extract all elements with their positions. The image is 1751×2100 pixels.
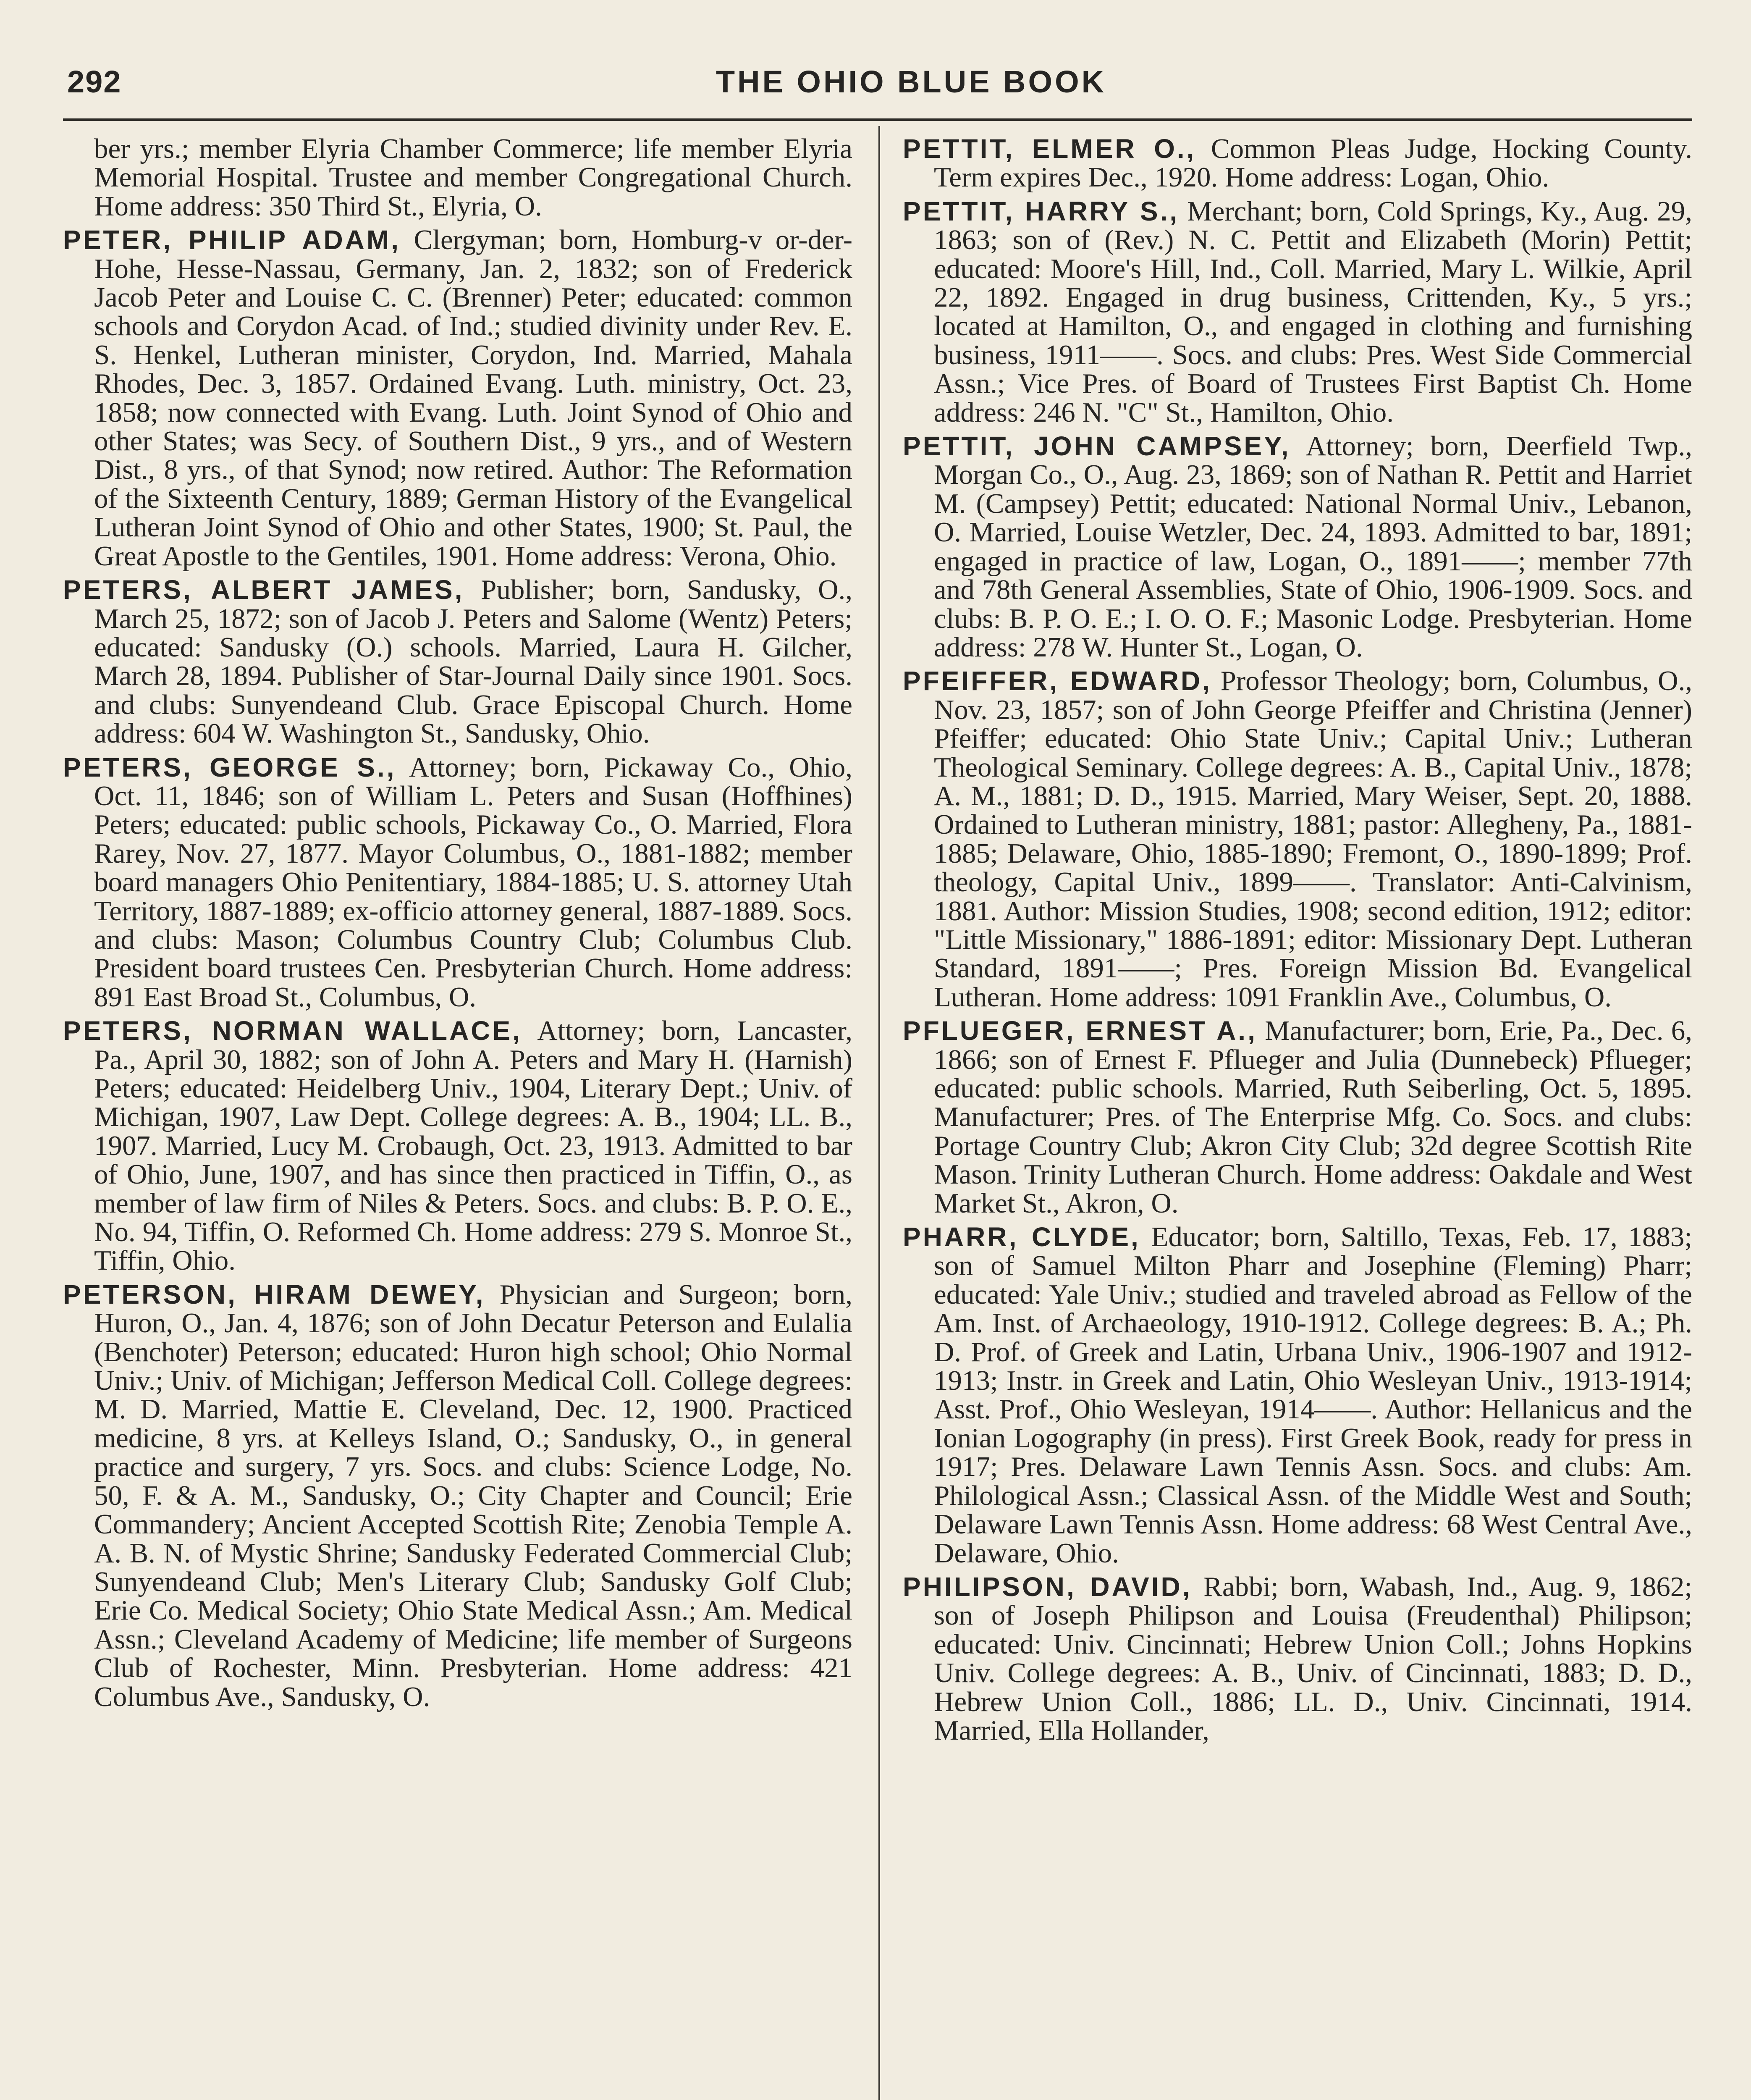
entry-text: Attorney; born, Deerfield Twp., Morgan Co., O., Aug. 23, 1869; son of Nathan R. Pettit and Harriet M. (Campsey) Pettit; educated: National Normal Univ., Lebanon, O. Married, Louise Wetzler, Dec. 24, 1893. Admitted to bar, 1891; engaged in practice of law, Logan, O., 1891——; member 77th and 78th General Assemblies, State of Ohio, 1906-1909. Socs. and clubs: B. P. O. E.; I. O. O. F.; Masonic Lodge. Presbyterian. Home address: 278 W. Hunter St., Logan, O.: [934, 430, 1692, 663]
entry-name: PETER, PHILIP ADAM,: [63, 225, 401, 255]
entry-name: PETERS, NORMAN WALLACE,: [63, 1016, 522, 1046]
entry-text: Common Pleas Judge, Hocking County. Term expires Dec., 1920. Home address: Logan, Ohio.: [934, 134, 1692, 193]
biography-entry: [903, 667, 1692, 1011]
biography-entry: [63, 134, 852, 220]
entry-name: PHARR, CLYDE,: [903, 1222, 1140, 1252]
biography-entry: [63, 753, 852, 1012]
column-divider: [878, 126, 880, 2100]
entry-text: Attorney; born, Lancaster, Pa., April 30, 1882; son of John A. Peters and Mary H. (Harnish) Peters; educated: Heidelberg Univ., 1904, Literary Dept.; Univ. of Michigan, 1907, Law Dept. College degrees: A. B., 1904; LL. B., 1907. Married, Lucy M. Crobaugh, Oct. 23, 1913. Admitted to bar of Ohio, June, 1907, and has since then practiced in Tiffin, O., as member of law firm of Niles & Peters. Socs. and clubs: B. P. O. E., No. 94, Tiffin, O. Reformed Ch. Home address: 279 S. Monroe St., Tiffin, Ohio.: [94, 1015, 852, 1276]
entry-text: Professor Theology; born, Columbus, O., Nov. 23, 1857; son of John George Pfeiffer and Christina (Jenner) Pfeiffer; educated: Ohio State Univ.; Capital Univ.; Lutheran Theological Seminary. College degrees: A. B., Capital Univ., 1878; A. M., 1881; D. D., 1915. Married, Mary Weiser, Sept. 20, 1888. Ordained to Lutheran ministry, 1881; pastor: Allegheny, Pa., 1881-1885; Delaware, Ohio, 1885-1890; Fremont, O., 1890-1899; Prof. theology, Capital Univ., 1899——. Translator: Anti-Calvinism, 1881. Author: Mission Studies, 1908; second edition, 1912; editor: "Little Missionary," 1886-1891; editor: Missionary Dept. Lutheran Standard, 1891——; Pres. Foreign Mission Bd. Evangelical Lutheran. Home address: 1091 Franklin Ave., Columbus, O.: [934, 665, 1692, 1013]
page-number: 292: [67, 64, 122, 99]
entry-name: PETERS, GEORGE S.,: [63, 752, 396, 782]
biography-entry: [903, 197, 1692, 427]
entry-text: ber yrs.; member Elyria Chamber Commerce; life member Elyria Memorial Hospital. Trustee and member Congregational Church. Home address: 350 Third St., Elyria, O.: [94, 134, 852, 222]
page-header: [63, 59, 1696, 113]
biography-entry: [63, 226, 852, 570]
entry-text: Attorney; born, Pickaway Co., Ohio, Oct. 11, 1846; son of William L. Peters and Susan (Hoffhines) Peters; educated: public schools, Pickaway Co., O. Married, Flora Rarey, Nov. 27, 1877. Mayor Columbus, O., 1881-1882; member board managers Ohio Penitentiary, 1884-1885; U. S. attorney Utah Territory, 1887-1889; ex-officio attorney general, 1887-1889. Socs. and clubs: Mason; Columbus Country Club; Columbus Club. President board trustees Cen. Presbyterian Church. Home address: 891 East Broad St., Columbus, O.: [94, 751, 852, 1013]
entry-name: PETERSON, HIRAM DEWEY,: [63, 1279, 485, 1310]
entry-name: PFEIFFER, EDWARD,: [903, 666, 1212, 696]
biography-entry: [63, 575, 852, 748]
biography-entry: [903, 432, 1692, 662]
biography-entry: [63, 1280, 852, 1711]
biography-entry: [903, 1223, 1692, 1567]
entry-text: Clergyman; born, Homburg-v or-der-Hohe, Hesse-Nassau, Germany, Jan. 2, 1832; son of Frederick Jacob Peter and Louise C. C. (Brenner) Peter; educated: common schools and Corydon Acad. of Ind.; studied divinity under Rev. E. S. Henkel, Lutheran minister, Corydon, Ind. Married, Mahala Rhodes, Dec. 3, 1857. Ordained Evang. Luth. ministry, Oct. 23, 1858; now connected with Evang. Luth. Joint Synod of Ohio and other States; was Secy. of Southern Dist., 9 yrs., and of Western Dist., 8 yrs., of that Synod; now retired. Author: The Reformation of the Sixteenth Century, 1889; German History of the Evangelical Lutheran Joint Synod of Ohio and other States, 1900; St. Paul, the Great Apostle to the Gentiles, 1901. Home address: Verona, Ohio.: [94, 224, 852, 572]
entry-text: Rabbi; born, Wabash, Ind., Aug. 9, 1862; son of Joseph Philipson and Louisa (Freudenthal) Philipson; educated: Univ. Cincinnati; Hebrew Union Coll.; Johns Hopkins Univ. College degrees: A. B., Univ. of Cincinnati, 1883; D. D., Hebrew Union Coll., 1886; LL. D., Univ. Cincinnati, 1914. Married, Ella Hollander,: [934, 1571, 1692, 1746]
right-column: [903, 134, 1692, 2100]
entry-text: Merchant; born, Cold Springs, Ky., Aug. 29, 1863; son of (Rev.) N. C. Pettit and Elizabeth (Morin) Pettit; educated: Moore's Hill, Ind., Coll. Married, Mary L. Wilkie, April 22, 1892. Engaged in drug business, Crittenden, Ky., 5 yrs.; located at Hamilton, O., and engaged in clothing and furnishing business, 1911——. Socs. and clubs: Pres. West Side Commercial Assn.; Vice Pres. of Board of Trustees First Baptist Ch. Home address: 246 N. "C" St., Hamilton, Ohio.: [934, 195, 1692, 428]
book-title: THE OHIO BLUE BOOK: [716, 64, 1107, 99]
header-rule: [63, 118, 1692, 121]
biography-entry: [903, 1016, 1692, 1218]
entry-name: PETTIT, JOHN CAMPSEY,: [903, 431, 1291, 462]
entry-name: PETTIT, ELMER O.,: [903, 134, 1196, 164]
entry-name: PETERS, ALBERT JAMES,: [63, 575, 464, 605]
entry-text: Manufacturer; born, Erie, Pa., Dec. 6, 1866; son of Ernest F. Pflueger and Julia (Dunnebeck) Pflueger; educated: public schools. Married, Ruth Seiberling, Oct. 5, 1895. Manufacturer; Pres. of The Enterprise Mfg. Co. Socs. and clubs: Portage Country Club; Akron City Club; 32d degree Scottish Rite Mason. Trinity Lutheran Church. Home address: Oakdale and West Market St., Akron, O.: [934, 1015, 1692, 1219]
entry-text: Educator; born, Saltillo, Texas, Feb. 17, 1883; son of Samuel Milton Pharr and Josephine (Fleming) Pharr; educated: Yale Univ.; studied and traveled abroad as Fellow of the Am. Inst. of Archaeology, 1910-1912. College degrees: B. A.; Ph. D. Prof. of Greek and Latin, Urbana Univ., 1906-1907 and 1912-1913; Instr. in Greek and Latin, Ohio Wesleyan Univ., 1913-1914; Asst. Prof., Ohio Wesleyan, 1914——. Author: Hellanicus and the Ionian Logography (in press). First Greek Book, ready for press in 1917; Pres. Delaware Lawn Tennis Assn. Socs. and clubs: Am. Philological Assn.; Classical Assn. of the Middle West and South; Delaware Lawn Tennis Assn. Home address: 68 West Central Ave., Delaware, Ohio.: [934, 1221, 1692, 1569]
biography-entry: [63, 1016, 852, 1275]
biography-entry: [903, 1572, 1692, 1745]
entry-name: PFLUEGER, ERNEST A.,: [903, 1016, 1257, 1046]
left-column: [63, 134, 852, 2100]
biography-entry: [903, 134, 1692, 192]
entry-name: PETTIT, HARRY S.,: [903, 196, 1180, 226]
entry-text: Publisher; born, Sandusky, O., March 25, 1872; son of Jacob J. Peters and Salome (Wentz) Peters; educated: Sandusky (O.) schools. Married, Laura H. Gilcher, March 28, 1894. Publisher of Star-Journal Daily since 1901. Socs. and clubs: Sunyendeand Club. Grace Episcopal Church. Home address: 604 W. Washington St., Sandusky, Ohio.: [94, 574, 852, 749]
entry-name: PHILIPSON, DAVID,: [903, 1571, 1192, 1602]
entry-text: Physician and Surgeon; born, Huron, O., Jan. 4, 1876; son of John Decatur Peterson and Eulalia (Benchoter) Peterson; educated: Huron high school; Ohio Normal Univ.; Univ. of Michigan; Jefferson Medical Coll. College degrees: M. D. Married, Mattie E. Cleveland, Dec. 12, 1900. Practiced medicine, 8 yrs. at Kelleys Island, O.; Sandusky, O., in general practice and surgery, 7 yrs. Socs. and clubs: Science Lodge, No. 50, F. & A. M., Sandusky, O.; City Chapter and Council; Erie Commandery; Ancient Accepted Scottish Rite; Zenobia Temple A. A. B. N. of Mystic Shrine; Sandusky Federated Commercial Club; Sunyendeand Club; Men's Literary Club; Sandusky Golf Club; Erie Co. Medical Society; Ohio State Medical Assn.; Am. Medical Assn.; Cleveland Academy of Medicine; life member of Surgeons Club of Rochester, Minn. Presbyterian. Home address: 421 Columbus Ave., Sandusky, O.: [94, 1278, 852, 1712]
